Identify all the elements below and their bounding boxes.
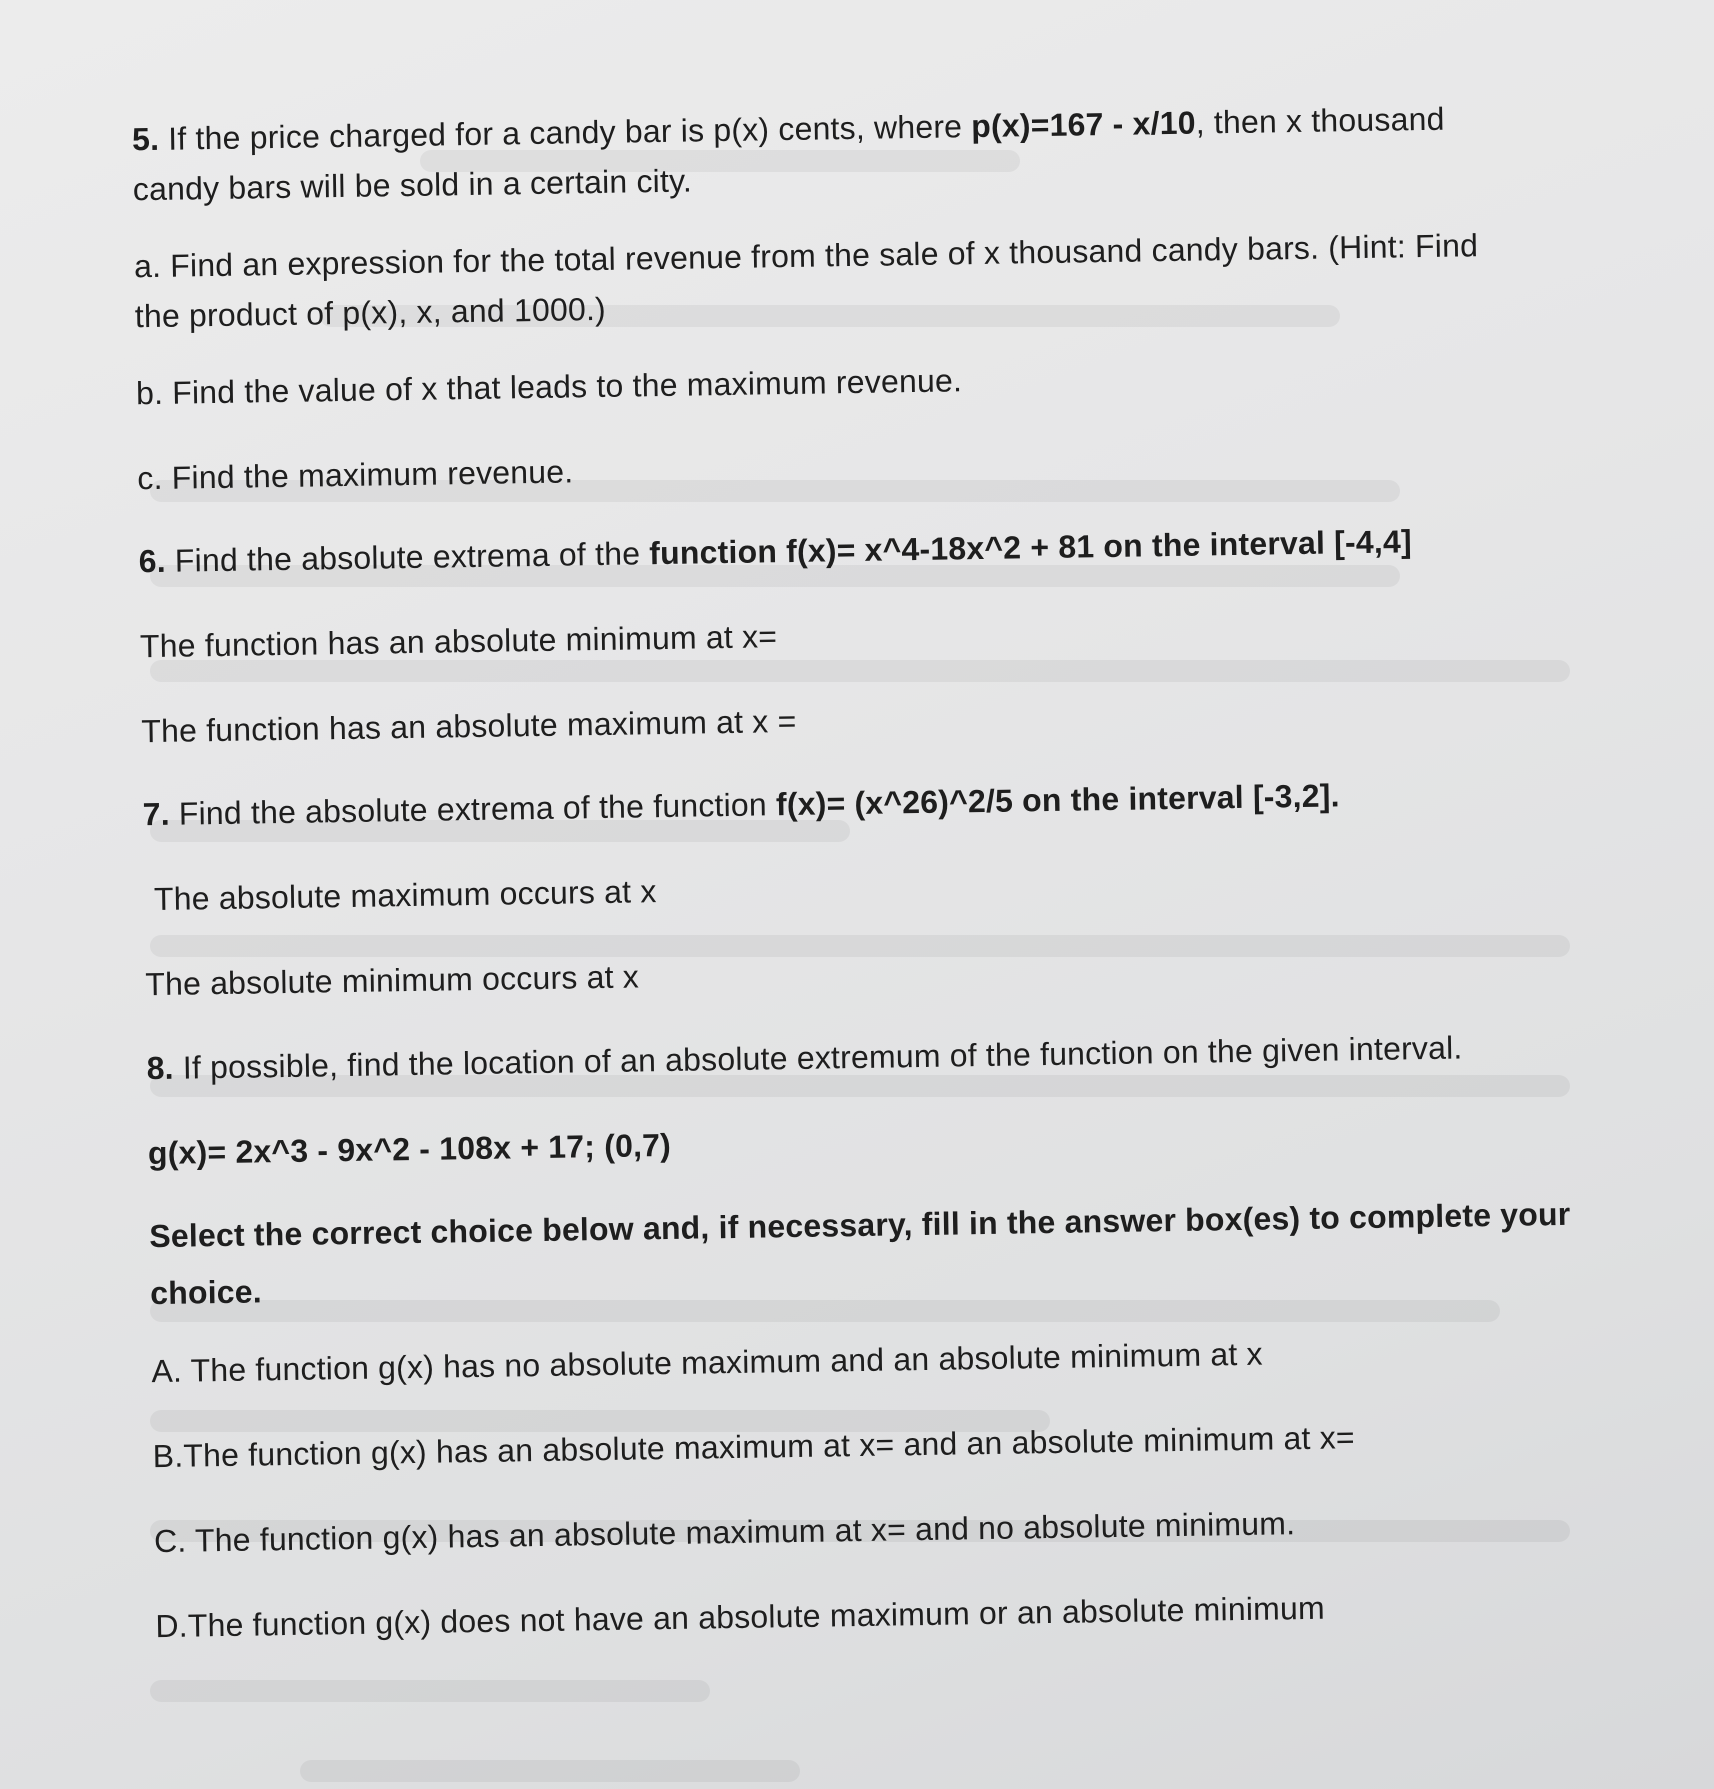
q5b: b. Find the value of x that leads to the maximum revenue.: [135, 362, 963, 412]
q6-min-answer: The function has an absolute minimum at x=: [139, 618, 778, 665]
q8-prompt: [146, 1028, 1462, 1089]
q5-line-2: candy bars will be sold in a certain city.: [132, 162, 693, 208]
q8-choice-b: B.The function g(x) has an absolute maximum at x= and an absolute minimum at x=: [152, 1419, 1356, 1475]
q7-function: f(x)= (x^26)^2/5 on the interval [-3,2].: [775, 777, 1340, 823]
q5-text-end: , then x thousand: [1195, 100, 1445, 141]
q5-line-1: [132, 99, 1445, 160]
q5-number: 5.: [131, 120, 160, 158]
q8-instruction-line-1: Select the correct choice below and, if necessary, fill in the answer box(es) to complete your: [148, 1195, 1571, 1255]
q5-price-formula: p(x)=167 - x/10: [970, 104, 1196, 145]
q8-choice-c: C. The function g(x) has an absolute maximum at x= and no absolute minimum.: [153, 1505, 1296, 1560]
q6-max-answer: The function has an absolute maximum at x =: [141, 702, 797, 750]
q7-prompt: [142, 775, 1340, 834]
q5a-line-2: the product of p(x), x, and 1000.): [134, 290, 607, 335]
q7-text-start: Find the absolute extrema of the function: [169, 786, 777, 832]
q7-max-answer: The absolute maximum occurs at x: [153, 873, 657, 918]
q8-text: If possible, find the location of an absolute extremum of the function on the given interval.: [173, 1029, 1463, 1086]
q7-min-answer: The absolute minimum occurs at x: [145, 958, 640, 1003]
q8-choice-d: D.The function g(x) does not have an absolute maximum or an absolute minimum: [155, 1589, 1326, 1645]
q6-function: function f(x)= x^4-18x^2 + 81 on the interval [-4,4]: [648, 523, 1413, 572]
q6-number: 6.: [138, 542, 167, 580]
q5a-line-1: a. Find an expression for the total revenue from the sale of x thousand candy bars. (Hint: Find: [133, 227, 1479, 285]
q8-choice-a: A. The function g(x) has no absolute maximum and an absolute minimum at x: [151, 1335, 1263, 1390]
q8-function: g(x)= 2x^3 - 9x^2 - 108x + 17; (0,7): [147, 1126, 672, 1172]
q5c: c. Find the maximum revenue.: [137, 453, 574, 497]
q7-number: 7.: [142, 795, 171, 833]
q5-text-start: If the price charged for a candy bar is p(x) cents, where: [158, 108, 972, 157]
q8-number: 8.: [146, 1049, 175, 1087]
q6-prompt: [138, 521, 1412, 581]
q6-text-start: Find the absolute extrema of the: [165, 535, 650, 579]
q8-instruction-line-2: choice.: [149, 1273, 263, 1312]
